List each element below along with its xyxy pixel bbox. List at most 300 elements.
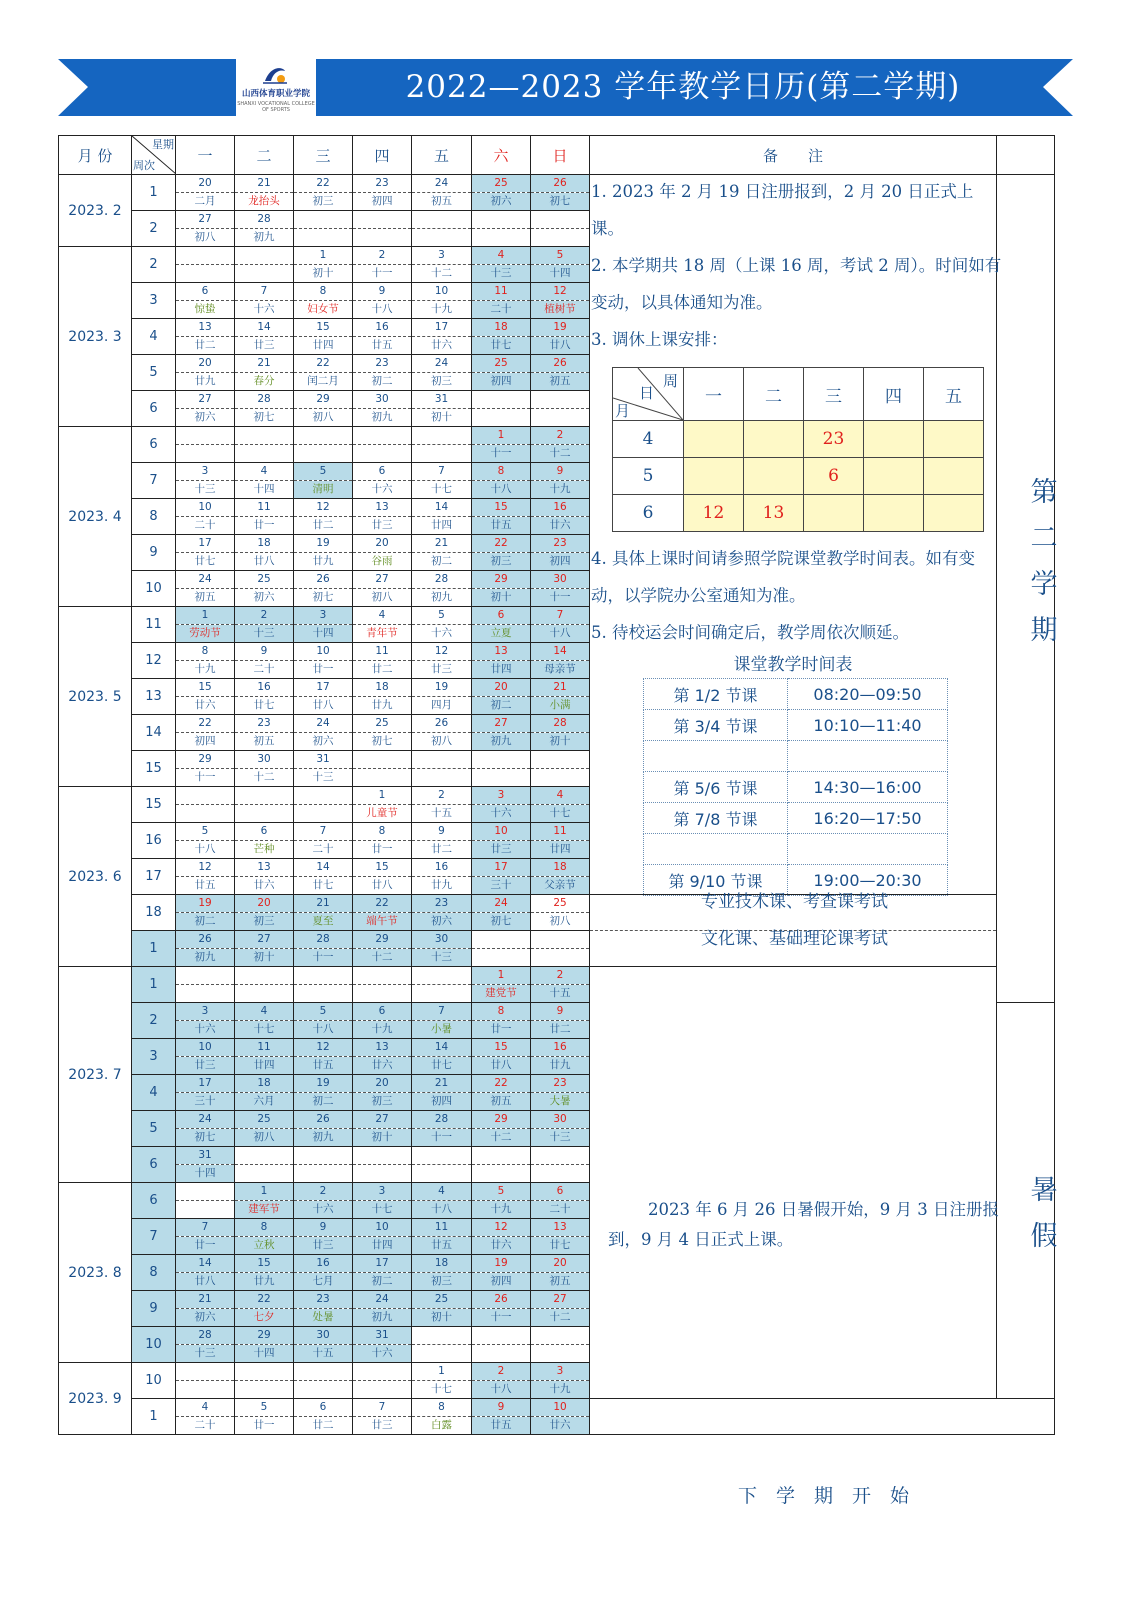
empty-day bbox=[353, 1363, 412, 1381]
date-number: 22 bbox=[235, 1291, 294, 1309]
schedule-period: 第 1/2 节课 bbox=[644, 679, 788, 710]
date-number: 26 bbox=[472, 1291, 531, 1309]
date-number: 27 bbox=[235, 931, 294, 949]
lunar-date: 初十 bbox=[472, 589, 531, 607]
date-number: 27 bbox=[176, 391, 235, 409]
exam-note-1: 专业技术课、考查课考试 bbox=[701, 892, 888, 912]
date-number: 3 bbox=[353, 1183, 412, 1201]
date-number: 26 bbox=[531, 175, 590, 193]
date-number: 5 bbox=[531, 247, 590, 265]
lunar-date: 十九 bbox=[531, 481, 590, 499]
schedule-period: 第 5/6 节课 bbox=[644, 772, 788, 803]
date-number: 30 bbox=[412, 931, 472, 949]
table-header-row bbox=[59, 136, 1055, 175]
date-number: 11 bbox=[353, 643, 412, 661]
date-number: 25 bbox=[531, 895, 590, 913]
empty-day bbox=[235, 985, 294, 1003]
empty-day bbox=[235, 247, 294, 265]
date-number: 15 bbox=[353, 859, 412, 877]
lunar-date: 初十 bbox=[531, 733, 590, 751]
logo-mark-icon bbox=[261, 63, 289, 85]
lunar-date: 廿二 bbox=[176, 337, 235, 355]
empty-day bbox=[294, 229, 353, 247]
date-number: 11 bbox=[472, 283, 531, 301]
day-header-thu: 四 bbox=[353, 136, 412, 175]
lunar-date: 初十 bbox=[412, 409, 472, 427]
month-cell: 2023. 4 bbox=[59, 427, 132, 607]
date-number: 4 bbox=[235, 463, 294, 481]
empty-day bbox=[531, 1345, 590, 1363]
date-number: 6 bbox=[235, 823, 294, 841]
date-number: 2 bbox=[472, 1363, 531, 1381]
date-number: 28 bbox=[412, 1111, 472, 1129]
lunar-date: 初十 bbox=[294, 265, 353, 283]
lunar-date: 初四 bbox=[472, 1273, 531, 1291]
date-number: 5 bbox=[472, 1183, 531, 1201]
lunar-date: 廿七 bbox=[176, 553, 235, 571]
date-number: 10 bbox=[176, 499, 235, 517]
date-number: 31 bbox=[294, 751, 353, 769]
lunar-date: 十二 bbox=[531, 1309, 590, 1327]
date-number: 13 bbox=[472, 643, 531, 661]
empty-day bbox=[235, 1147, 294, 1165]
empty-day bbox=[176, 445, 235, 463]
lunar-date: 初七 bbox=[472, 913, 531, 931]
adjust-cell bbox=[684, 421, 744, 458]
lunar-date: 廿七 bbox=[235, 697, 294, 715]
lunar-date: 廿四 bbox=[235, 1057, 294, 1075]
adjust-col-tue: 二 bbox=[744, 368, 804, 421]
lunar-date: 廿一 bbox=[353, 841, 412, 859]
date-number: 19 bbox=[412, 679, 472, 697]
date-row bbox=[59, 1399, 1055, 1417]
lunar-date: 初三 bbox=[472, 553, 531, 571]
lunar-date: 十一 bbox=[353, 265, 412, 283]
lunar-date: 廿五 bbox=[176, 877, 235, 895]
date-number: 12 bbox=[176, 859, 235, 877]
notes-block-2 bbox=[591, 540, 1006, 651]
empty-day bbox=[472, 751, 531, 769]
date-number: 31 bbox=[412, 391, 472, 409]
lunar-date: 廿一 bbox=[294, 661, 353, 679]
lunar-date: 十七 bbox=[235, 1021, 294, 1039]
lunar-date: 十九 bbox=[176, 661, 235, 679]
lunar-date: 廿八 bbox=[353, 877, 412, 895]
date-number: 25 bbox=[235, 571, 294, 589]
date-number: 30 bbox=[353, 391, 412, 409]
week-number-cell: 18 bbox=[132, 895, 176, 931]
empty-day bbox=[294, 1165, 353, 1183]
month-cell: 2023. 7 bbox=[59, 967, 132, 1183]
date-number: 25 bbox=[472, 175, 531, 193]
date-number: 17 bbox=[294, 679, 353, 697]
date-number: 5 bbox=[294, 463, 353, 481]
adjust-cell bbox=[924, 421, 984, 458]
date-number: 21 bbox=[412, 1075, 472, 1093]
date-number: 19 bbox=[176, 895, 235, 913]
lunar-date: 初六 bbox=[235, 589, 294, 607]
lunar-date: 十三 bbox=[176, 481, 235, 499]
empty-day bbox=[176, 265, 235, 283]
lunar-date: 初三 bbox=[412, 1273, 472, 1291]
date-number: 6 bbox=[353, 1003, 412, 1021]
date-number: 26 bbox=[176, 931, 235, 949]
lunar-date: 十一 bbox=[294, 949, 353, 967]
adjust-corner-day: 日 bbox=[639, 384, 655, 402]
lunar-date: 十九 bbox=[531, 1381, 590, 1399]
week-number-cell: 1 bbox=[132, 967, 176, 1003]
note-2: 2. 本学期共 18 周（上课 16 周，考试 2 周）。时间如有变动，以具体通知为准。 bbox=[591, 256, 1002, 312]
lunar-date: 母亲节 bbox=[531, 661, 590, 679]
lunar-date: 廿二 bbox=[294, 517, 353, 535]
lunar-date: 初二 bbox=[353, 1273, 412, 1291]
side-term-label: 第二学期 bbox=[1030, 477, 1058, 646]
date-number: 14 bbox=[294, 859, 353, 877]
empty-day bbox=[353, 1165, 412, 1183]
date-number: 25 bbox=[353, 715, 412, 733]
date-number: 29 bbox=[472, 1111, 531, 1129]
date-number: 17 bbox=[353, 1255, 412, 1273]
lunar-date: 十二 bbox=[235, 769, 294, 787]
empty-day bbox=[235, 445, 294, 463]
empty-day bbox=[412, 1147, 472, 1165]
week-number-cell: 8 bbox=[132, 499, 176, 535]
lunar-date: 初八 bbox=[412, 733, 472, 751]
lunar-date: 十三 bbox=[176, 1345, 235, 1363]
note-4: 4. 具体上课时间请参照学院课堂教学时间表。如有变动，以学院办公室通知为准。 bbox=[591, 549, 975, 605]
empty-day bbox=[235, 427, 294, 445]
empty-day bbox=[412, 445, 472, 463]
empty-day bbox=[531, 1147, 590, 1165]
lunar-date: 廿八 bbox=[176, 1273, 235, 1291]
date-number: 24 bbox=[412, 175, 472, 193]
lunar-date: 二十 bbox=[176, 517, 235, 535]
week-number-cell: 6 bbox=[132, 1147, 176, 1183]
date-number: 22 bbox=[294, 355, 353, 373]
date-number: 1 bbox=[353, 787, 412, 805]
date-number: 22 bbox=[294, 175, 353, 193]
lunar-date: 十二 bbox=[531, 445, 590, 463]
date-number: 23 bbox=[412, 895, 472, 913]
lunar-date: 十一 bbox=[412, 1129, 472, 1147]
date-number: 9 bbox=[353, 283, 412, 301]
lunar-date: 初七 bbox=[531, 193, 590, 211]
lunar-date: 初九 bbox=[412, 589, 472, 607]
date-number: 2 bbox=[353, 247, 412, 265]
empty-day bbox=[412, 229, 472, 247]
date-number: 3 bbox=[176, 1003, 235, 1021]
empty-day bbox=[472, 229, 531, 247]
date-number: 23 bbox=[531, 1075, 590, 1093]
notes-header: 备 注 bbox=[590, 136, 997, 175]
empty-day bbox=[472, 1327, 531, 1345]
schedule-table bbox=[643, 678, 948, 896]
date-number: 29 bbox=[235, 1327, 294, 1345]
empty-day bbox=[235, 787, 294, 805]
empty-day bbox=[235, 265, 294, 283]
lunar-date: 立夏 bbox=[472, 625, 531, 643]
day-header-mon: 一 bbox=[176, 136, 235, 175]
date-number: 13 bbox=[353, 1039, 412, 1057]
month-cell: 2023. 2 bbox=[59, 175, 132, 247]
lunar-date: 三十 bbox=[472, 877, 531, 895]
empty-day bbox=[531, 949, 590, 967]
week-number-cell: 4 bbox=[132, 1075, 176, 1111]
empty-day bbox=[472, 391, 531, 409]
lunar-date: 十七 bbox=[353, 1201, 412, 1219]
lunar-date: 廿二 bbox=[412, 841, 472, 859]
empty-day bbox=[353, 1147, 412, 1165]
lunar-date: 十八 bbox=[412, 1201, 472, 1219]
empty-day bbox=[412, 1327, 472, 1345]
lunar-date: 惊蛰 bbox=[176, 301, 235, 319]
week-day-header bbox=[132, 136, 176, 175]
lunar-date: 廿九 bbox=[412, 877, 472, 895]
week-number-cell: 4 bbox=[132, 319, 176, 355]
date-number: 16 bbox=[531, 1039, 590, 1057]
day-header-sat: 六 bbox=[472, 136, 531, 175]
lunar-date: 十八 bbox=[176, 841, 235, 859]
date-number: 4 bbox=[235, 1003, 294, 1021]
empty-day bbox=[294, 985, 353, 1003]
lunar-date: 十一 bbox=[472, 445, 531, 463]
lunar-date: 初二 bbox=[353, 373, 412, 391]
date-number: 16 bbox=[531, 499, 590, 517]
schedule-time: 14:30—16:00 bbox=[788, 772, 948, 803]
date-number: 1 bbox=[412, 1363, 472, 1381]
week-number-cell: 7 bbox=[132, 1219, 176, 1255]
next-term-note: 下 学 期 开 始 bbox=[737, 1485, 909, 1507]
lunar-date: 初四 bbox=[531, 553, 590, 571]
empty-day bbox=[176, 1363, 235, 1381]
date-number: 18 bbox=[235, 1075, 294, 1093]
date-number: 20 bbox=[531, 1255, 590, 1273]
date-number: 1 bbox=[472, 967, 531, 985]
date-number: 6 bbox=[531, 1183, 590, 1201]
date-number: 13 bbox=[531, 1219, 590, 1237]
note-1: 1. 2023 年 2 月 19 日注册报到，2 月 20 日正式上课。 bbox=[591, 182, 974, 238]
date-number: 8 bbox=[353, 823, 412, 841]
date-number: 10 bbox=[176, 1039, 235, 1057]
empty-day bbox=[235, 1165, 294, 1183]
adjust-cell: 6 bbox=[804, 458, 864, 495]
date-number: 11 bbox=[235, 499, 294, 517]
lunar-date: 廿四 bbox=[412, 517, 472, 535]
lunar-date: 十四 bbox=[235, 481, 294, 499]
date-number: 11 bbox=[412, 1219, 472, 1237]
lunar-date: 廿六 bbox=[353, 1057, 412, 1075]
notes-cell-next-term bbox=[590, 1399, 1055, 1435]
lunar-date: 初五 bbox=[531, 1273, 590, 1291]
date-number: 12 bbox=[294, 1039, 353, 1057]
empty-day bbox=[531, 1165, 590, 1183]
lunar-date: 清明 bbox=[294, 481, 353, 499]
date-number: 21 bbox=[294, 895, 353, 913]
date-number: 8 bbox=[294, 283, 353, 301]
date-number: 24 bbox=[353, 1291, 412, 1309]
adjust-cell: 12 bbox=[684, 495, 744, 532]
date-number: 12 bbox=[472, 1219, 531, 1237]
date-number: 8 bbox=[472, 1003, 531, 1021]
lunar-date: 初八 bbox=[176, 229, 235, 247]
week-number-cell: 15 bbox=[132, 751, 176, 787]
lunar-date: 二月 bbox=[176, 193, 235, 211]
lunar-date: 初六 bbox=[176, 1309, 235, 1327]
lunar-date: 初七 bbox=[353, 733, 412, 751]
date-number: 17 bbox=[472, 859, 531, 877]
date-number: 14 bbox=[176, 1255, 235, 1273]
lunar-date: 二十 bbox=[176, 1417, 235, 1435]
month-cell: 2023. 5 bbox=[59, 607, 132, 787]
lunar-date: 十六 bbox=[235, 301, 294, 319]
date-number: 21 bbox=[176, 1291, 235, 1309]
adjust-cell bbox=[744, 458, 804, 495]
date-number: 21 bbox=[412, 535, 472, 553]
date-number: 26 bbox=[412, 715, 472, 733]
lunar-date: 十六 bbox=[353, 1345, 412, 1363]
week-number-cell: 2 bbox=[132, 211, 176, 247]
schedule-period bbox=[644, 741, 788, 772]
adjust-cell bbox=[864, 458, 924, 495]
date-number: 16 bbox=[353, 319, 412, 337]
empty-day bbox=[472, 949, 531, 967]
logo-text: 山西体育职业学院 bbox=[241, 89, 310, 99]
date-number: 28 bbox=[412, 571, 472, 589]
date-number: 7 bbox=[531, 607, 590, 625]
lunar-date: 初五 bbox=[531, 373, 590, 391]
date-number: 4 bbox=[531, 787, 590, 805]
lunar-date: 初二 bbox=[176, 913, 235, 931]
lunar-date: 廿九 bbox=[353, 697, 412, 715]
date-number: 28 bbox=[235, 391, 294, 409]
lunar-date: 廿七 bbox=[531, 1237, 590, 1255]
date-number: 21 bbox=[235, 355, 294, 373]
lunar-date: 廿六 bbox=[531, 1417, 590, 1435]
date-number: 29 bbox=[176, 751, 235, 769]
date-number: 5 bbox=[176, 823, 235, 841]
date-number: 7 bbox=[235, 283, 294, 301]
date-number: 4 bbox=[472, 247, 531, 265]
date-number: 23 bbox=[294, 1291, 353, 1309]
date-number: 11 bbox=[531, 823, 590, 841]
empty-day bbox=[294, 787, 353, 805]
date-number: 10 bbox=[472, 823, 531, 841]
date-number: 3 bbox=[531, 1363, 590, 1381]
lunar-date: 廿三 bbox=[353, 1417, 412, 1435]
empty-day bbox=[412, 967, 472, 985]
month-header: 月 份 bbox=[59, 136, 132, 175]
lunar-date: 初六 bbox=[412, 913, 472, 931]
notes-block bbox=[591, 173, 1006, 358]
lunar-date: 廿三 bbox=[472, 841, 531, 859]
lunar-date: 十八 bbox=[472, 481, 531, 499]
lunar-date: 十七 bbox=[412, 1381, 472, 1399]
lunar-date: 初四 bbox=[353, 193, 412, 211]
empty-day bbox=[531, 751, 590, 769]
date-number: 8 bbox=[472, 463, 531, 481]
lunar-date: 廿八 bbox=[294, 697, 353, 715]
date-number: 9 bbox=[531, 463, 590, 481]
lunar-date: 初五 bbox=[176, 589, 235, 607]
week-number-cell: 2 bbox=[132, 247, 176, 283]
empty-day bbox=[176, 967, 235, 985]
empty-day bbox=[531, 409, 590, 427]
date-number: 15 bbox=[472, 1039, 531, 1057]
date-number: 6 bbox=[353, 463, 412, 481]
page-title: 2022—2023 学年教学日历(第二学期) bbox=[405, 69, 961, 105]
date-number: 17 bbox=[412, 319, 472, 337]
date-number: 24 bbox=[472, 895, 531, 913]
lunar-date: 初八 bbox=[294, 409, 353, 427]
empty-day bbox=[353, 769, 412, 787]
empty-day bbox=[412, 211, 472, 229]
lunar-date: 初二 bbox=[294, 1093, 353, 1111]
date-row bbox=[59, 967, 1055, 985]
date-number: 27 bbox=[353, 571, 412, 589]
date-number: 5 bbox=[294, 1003, 353, 1021]
adjust-col-wed: 三 bbox=[804, 368, 864, 421]
lunar-date: 初十 bbox=[412, 1309, 472, 1327]
date-number: 14 bbox=[412, 499, 472, 517]
date-number: 25 bbox=[472, 355, 531, 373]
date-number: 20 bbox=[176, 175, 235, 193]
week-number-cell: 8 bbox=[132, 1255, 176, 1291]
date-number: 2 bbox=[531, 427, 590, 445]
date-number: 7 bbox=[353, 1399, 412, 1417]
schedule-time: 10:10—11:40 bbox=[788, 710, 948, 741]
date-number: 22 bbox=[472, 535, 531, 553]
lunar-date: 廿七 bbox=[412, 1057, 472, 1075]
date-number: 27 bbox=[531, 1291, 590, 1309]
date-number: 31 bbox=[176, 1147, 235, 1165]
lunar-date: 闰二月 bbox=[294, 373, 353, 391]
date-number: 30 bbox=[531, 1111, 590, 1129]
empty-day bbox=[531, 391, 590, 409]
schedule-period: 第 7/8 节课 bbox=[644, 803, 788, 834]
exam-note-2: 文化课、基础理论课考试 bbox=[701, 929, 888, 949]
date-number: 30 bbox=[294, 1327, 353, 1345]
empty-day bbox=[472, 409, 531, 427]
date-number: 3 bbox=[472, 787, 531, 805]
empty-day bbox=[531, 931, 590, 949]
date-number: 24 bbox=[412, 355, 472, 373]
date-number: 2 bbox=[294, 1183, 353, 1201]
date-number: 15 bbox=[472, 499, 531, 517]
date-number: 6 bbox=[176, 283, 235, 301]
schedule-time bbox=[788, 741, 948, 772]
lunar-date: 妇女节 bbox=[294, 301, 353, 319]
empty-day bbox=[353, 427, 412, 445]
lunar-date: 初三 bbox=[412, 373, 472, 391]
empty-day bbox=[472, 1165, 531, 1183]
lunar-date: 十四 bbox=[176, 1165, 235, 1183]
lunar-date: 十三 bbox=[294, 769, 353, 787]
lunar-date: 建军节 bbox=[235, 1201, 294, 1219]
date-number: 23 bbox=[353, 355, 412, 373]
week-number-cell: 6 bbox=[132, 391, 176, 427]
week-number-cell: 3 bbox=[132, 283, 176, 319]
lunar-date: 二十 bbox=[472, 301, 531, 319]
lunar-date: 十八 bbox=[531, 625, 590, 643]
date-number: 29 bbox=[472, 571, 531, 589]
month-cell: 2023. 3 bbox=[59, 247, 132, 427]
adjust-month-6: 6 bbox=[613, 495, 684, 532]
week-number-cell: 10 bbox=[132, 571, 176, 607]
lunar-date: 龙抬头 bbox=[235, 193, 294, 211]
date-number: 19 bbox=[294, 1075, 353, 1093]
date-number: 6 bbox=[294, 1399, 353, 1417]
date-number: 9 bbox=[472, 1399, 531, 1417]
